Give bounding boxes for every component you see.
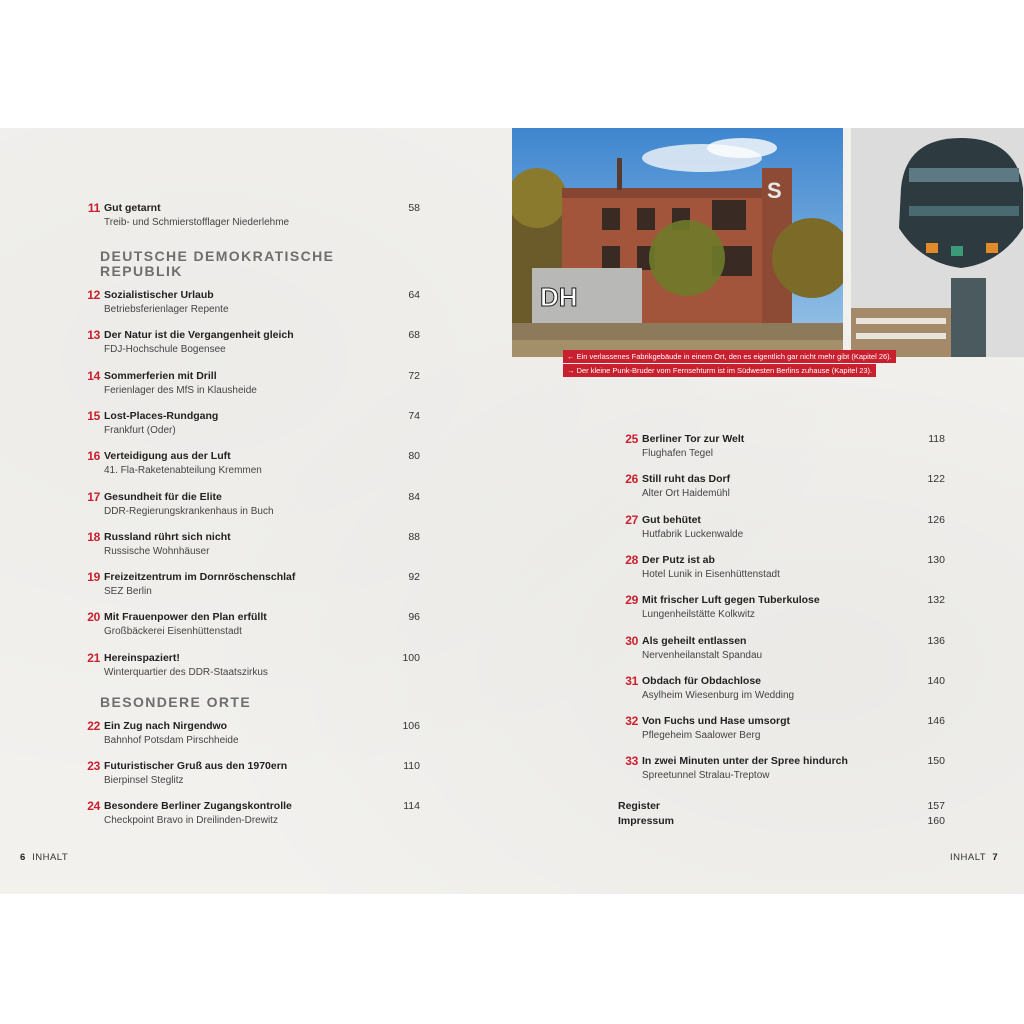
toc-entry-27[interactable] xyxy=(618,513,945,545)
toc-entry-31[interactable] xyxy=(618,674,945,706)
chapter-title: Gut getarnt xyxy=(104,202,161,214)
page-number: 80 xyxy=(408,450,420,463)
page-number: 114 xyxy=(403,800,420,812)
page-number: 132 xyxy=(927,594,945,607)
chapter-number: 27 xyxy=(625,512,638,527)
page-number: 157 xyxy=(927,800,945,812)
chapter-title: Mit frischer Luft gegen Tuberkulose xyxy=(642,594,820,607)
svg-text:S: S xyxy=(767,178,782,203)
photo-abandoned-factory xyxy=(512,128,843,357)
page-number: 110 xyxy=(403,760,420,772)
folio-page-number: 7 xyxy=(992,852,999,863)
chapter-subtitle: Asylheim Wiesenburg im Wedding xyxy=(642,689,795,701)
chapter-number: 12 xyxy=(87,288,100,302)
chapter-subtitle: Checkpoint Bravo in Dreilinden-Drewitz xyxy=(104,815,278,826)
chapter-title: Hereinspaziert! xyxy=(104,651,180,664)
page-number: 118 xyxy=(928,433,945,445)
toc-entry-11[interactable] xyxy=(80,201,420,233)
chapter-subtitle: Russische Wohnhäuser xyxy=(104,545,210,557)
chapter-subtitle: Hutfabrik Luckenwalde xyxy=(642,528,744,540)
chapter-subtitle: SEZ Berlin xyxy=(104,586,152,598)
chapter-number: 18 xyxy=(87,529,100,544)
back-matter-title: Register xyxy=(618,800,661,812)
chapter-title: Lost-Places-Rundgang xyxy=(104,409,219,422)
chapter-title: Still ruht das Dorf xyxy=(642,473,731,486)
page-number: 100 xyxy=(402,651,420,664)
chapter-title: Sommerferien mit Drill xyxy=(104,369,217,382)
chapter-title: Sozialistischer Urlaub xyxy=(104,289,214,301)
chapter-title: Gesundheit für die Elite xyxy=(104,490,222,503)
chapter-title: Freizeitzentrum im Dornröschenschlaf xyxy=(104,571,296,584)
chapter-subtitle: Ferienlager des MfS in Klausheide xyxy=(104,384,257,396)
chapter-number: 22 xyxy=(87,719,100,733)
page-number: 72 xyxy=(408,369,420,382)
page-number: 160 xyxy=(927,815,945,827)
chapter-number: 24 xyxy=(87,799,100,813)
folio-page-number: 6 xyxy=(20,852,26,863)
page-number: 122 xyxy=(927,473,945,486)
folio-label: INHALT xyxy=(32,852,69,863)
page-number: 140 xyxy=(927,674,945,687)
page-number: 96 xyxy=(408,611,420,624)
chapter-title: Berliner Tor zur Welt xyxy=(642,433,745,445)
chapter-number: 30 xyxy=(625,633,638,648)
toc-entry-29[interactable] xyxy=(618,593,945,625)
chapter-number: 15 xyxy=(87,408,100,423)
chapter-subtitle: Flughafen Tegel xyxy=(642,448,713,459)
toc-entry-20[interactable] xyxy=(80,610,420,642)
page-number: 146 xyxy=(927,715,945,728)
chapter-title: In zwei Minuten unter der Spree hindurch xyxy=(642,755,848,768)
chapter-number: 13 xyxy=(87,328,100,343)
page-number: 106 xyxy=(402,720,420,732)
chapter-number: 32 xyxy=(625,714,638,729)
page-number: 68 xyxy=(408,329,420,342)
toc-entry-23[interactable] xyxy=(80,759,420,791)
chapter-number: 17 xyxy=(87,489,100,504)
toc-entry-32[interactable] xyxy=(618,714,945,746)
toc-entry-13[interactable] xyxy=(80,328,420,360)
chapter-subtitle: Großbäckerei Eisenhüttenstadt xyxy=(104,626,242,638)
folio-label: INHALT xyxy=(950,852,987,863)
page-number: 150 xyxy=(927,755,945,768)
toc-entry-28[interactable] xyxy=(618,553,945,585)
chapter-subtitle: Lungenheilstätte Kolkwitz xyxy=(642,609,755,621)
chapter-number: 23 xyxy=(87,759,100,773)
chapter-subtitle: Hotel Lunik in Eisenhüttenstadt xyxy=(642,568,780,580)
page-number: 136 xyxy=(927,634,945,647)
toc-entry-26[interactable] xyxy=(618,472,945,504)
chapter-title: Verteidigung aus der Luft xyxy=(104,450,231,463)
chapter-subtitle: Nervenheilanstalt Spandau xyxy=(642,649,763,661)
graffiti-text: DH xyxy=(540,282,578,312)
chapter-number: 19 xyxy=(87,570,100,585)
chapter-subtitle: Alter Ort Haidemühl xyxy=(642,488,730,500)
chapter-title: Ein Zug nach Nirgendwo xyxy=(104,720,228,732)
toc-entry-22[interactable] xyxy=(80,719,420,751)
page-number: 64 xyxy=(408,289,420,301)
section-heading-ddr: DEUTSCHE DEMOKRATISCHE REPUBLIK xyxy=(100,248,335,279)
toc-entry-12[interactable] xyxy=(80,288,420,320)
chapter-title: Als geheilt entlassen xyxy=(642,634,747,647)
chapter-subtitle: Bahnhof Potsdam Pirschheide xyxy=(104,735,239,746)
toc-entry-30[interactable] xyxy=(618,634,945,666)
chapter-subtitle: Betriebsferienlager Repente xyxy=(104,304,229,315)
chapter-number: 11 xyxy=(87,201,100,215)
chapter-subtitle: Frankfurt (Oder) xyxy=(104,424,176,436)
chapter-subtitle: FDJ-Hochschule Bogensee xyxy=(104,344,226,356)
chapter-number: 14 xyxy=(87,368,100,383)
toc-entry-25[interactable] xyxy=(618,432,945,464)
toc-entry-19[interactable] xyxy=(80,570,420,602)
chapter-subtitle: Treib- und Schmierstofflager Niederlehme xyxy=(104,217,290,228)
chapter-number: 28 xyxy=(625,552,638,567)
page-number: 92 xyxy=(408,571,420,584)
page-number: 58 xyxy=(408,202,420,214)
page-number: 74 xyxy=(408,409,420,422)
chapter-number: 33 xyxy=(625,754,638,769)
chapter-number: 29 xyxy=(625,593,638,608)
chapter-number: 31 xyxy=(625,673,638,688)
page-number: 84 xyxy=(408,490,420,503)
chapter-subtitle: Spreetunnel Stralau-Treptow xyxy=(642,770,770,782)
page-number: 88 xyxy=(408,530,420,543)
chapter-title: Obdach für Obdachlose xyxy=(642,674,762,687)
toc-entry-impressum[interactable] xyxy=(618,815,945,829)
chapter-subtitle: Winterquartier des DDR-Staatszirkus xyxy=(104,666,268,678)
toc-entry-16[interactable] xyxy=(80,449,420,481)
chapter-number: 20 xyxy=(87,610,100,625)
chapter-title: Mit Frauenpower den Plan erfüllt xyxy=(104,611,267,624)
chapter-subtitle: Pflegeheim Saalower Berg xyxy=(642,730,761,742)
chapter-title: Russland rührt sich nicht xyxy=(104,530,231,543)
toc-entry-24[interactable] xyxy=(80,799,420,831)
chapter-number: 21 xyxy=(87,650,100,665)
page-number: 126 xyxy=(927,513,945,526)
chapter-subtitle: DDR-Regierungskrankenhaus in Buch xyxy=(104,505,274,517)
chapter-number: 26 xyxy=(625,472,638,487)
back-matter-title: Impressum xyxy=(618,815,675,827)
toc-entry-14[interactable] xyxy=(80,369,420,401)
chapter-subtitle: Bierpinsel Steglitz xyxy=(104,775,184,786)
toc-entry-17[interactable] xyxy=(80,490,420,522)
toc-entry-33[interactable] xyxy=(618,754,945,786)
chapter-title: Besondere Berliner Zugangskontrolle xyxy=(104,800,292,812)
chapter-number: 16 xyxy=(87,449,100,464)
photo-caption-bierpinsel: → Der kleine Punk-Bruder vom Fernsehturm ist im Südwesten Berlins zuhause (Kapitel 23). xyxy=(563,364,876,377)
chapter-title: Der Natur ist die Vergangenheit gleich xyxy=(104,329,294,342)
folio-right xyxy=(950,852,998,863)
photo-caption-factory: ← Ein verlassenes Fabrikgebäude in einem Ort, den es eigentlich gar nicht mehr gibt (Kapitel 26). xyxy=(563,350,896,363)
chapter-title: Von Fuchs und Hase umsorgt xyxy=(642,715,790,728)
page-number: 130 xyxy=(927,553,945,566)
chapter-title: Der Putz ist ab xyxy=(642,553,715,566)
chapter-title: Futuristischer Gruß aus den 1970ern xyxy=(104,760,288,772)
folio-left xyxy=(20,852,68,863)
chapter-subtitle: 41. Fla-Raketenabteilung Kremmen xyxy=(104,465,262,477)
chapter-number: 25 xyxy=(625,432,638,446)
toc-entry-15[interactable] xyxy=(80,409,420,441)
toc-entry-21[interactable] xyxy=(80,651,420,683)
toc-entry-18[interactable] xyxy=(80,530,420,562)
photo-bierpinsel-tower xyxy=(851,128,1024,357)
section-heading-besondere-orte: BESONDERE ORTE xyxy=(100,694,252,710)
toc-entry-register[interactable] xyxy=(618,800,945,814)
chapter-title: Gut behütet xyxy=(642,513,701,526)
